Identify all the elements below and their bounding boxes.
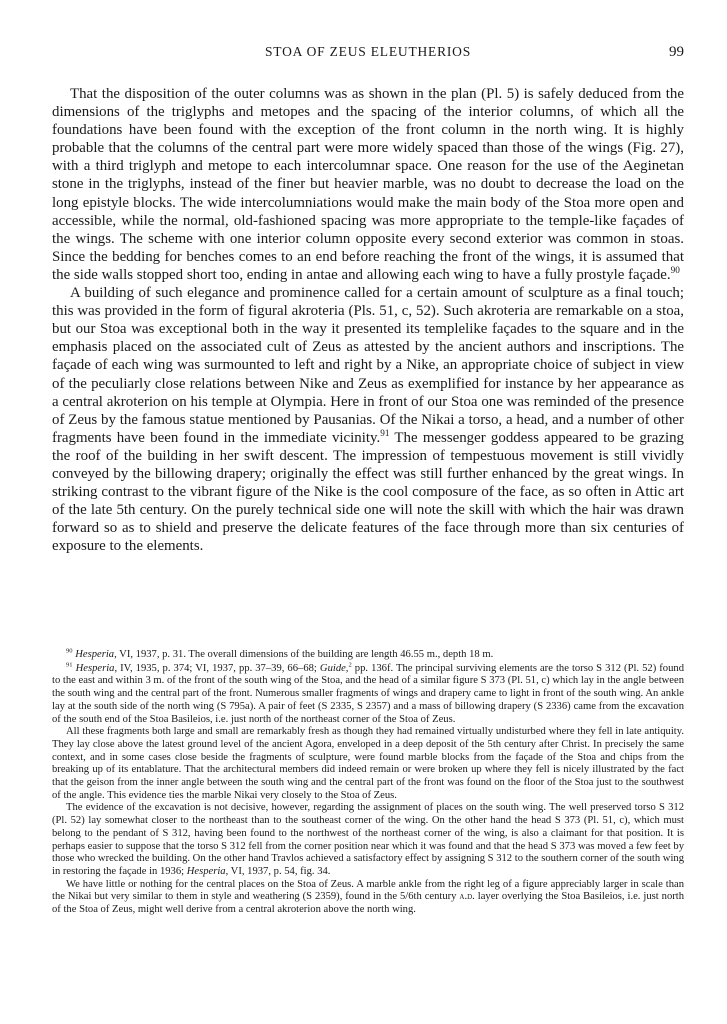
body-paragraph-1 bbox=[52, 85, 684, 284]
footnote-text: All these fragments both large and small are remarkably fresh as though they had remained virtually undisturbed where they fell in late antiquity. They lay close above the latest ground level of the ancient Agora, enveloped in a deep deposit of the 5th century after Christ. In precisely the same context, and in some cases close beside the fragments of sculpture, were found marble blocks from the façade of the Stoa and chips from the breaking up of its entablature. That the architectural members did indeed remain or were broken up where they fell is nicely illustrated by the fact that the geison from the inner angle between the south wing and the central part of the front was found on the floor of the Stoa just to the southwest of the angle. This evidence ties the marble Nikai very closely to the Stoa of Zeus. bbox=[52, 726, 684, 801]
journal-title: Hesperia bbox=[186, 865, 226, 877]
footnote-continuation-1 bbox=[52, 726, 684, 802]
running-title: STOA OF ZEUS ELEUTHERIOS bbox=[264, 44, 472, 59]
running-head bbox=[52, 44, 684, 64]
footnote-ref-91[interactable]: 91 bbox=[380, 427, 390, 438]
footnote-continuation-3 bbox=[52, 879, 684, 917]
journal-title: Hesperia bbox=[75, 662, 115, 674]
footnotes bbox=[52, 649, 684, 917]
journal-title: Hesperia bbox=[75, 649, 115, 660]
footnote-text: , IV, 1935, p. 374; VI, 1937, pp. 37–39, 66–68; bbox=[114, 662, 320, 674]
era-abbreviation: a.d. bbox=[459, 891, 475, 903]
footnote-text: , VI, 1937, p. 31. The overall dimensions of the building are length 46.55 m., depth 18 m. bbox=[114, 649, 494, 660]
footnote-text: , VI, 1937, p. 54, fig. 34. bbox=[225, 865, 331, 877]
footnote-91 bbox=[52, 663, 684, 727]
footnote-number: 91 bbox=[66, 661, 73, 669]
edition-superscript: 2 bbox=[348, 661, 352, 669]
footnote-text: pp. 136f. The principal surviving elements are the torso S 312 (Pl. 52) found to the east and within 3 m. of the front of the south wing of the Stoa, and the head of a similar figure S 373 (Pl. 51, c) which lay in the angle between the south wing and the central part of the front. Numerous smaller fragments of wings and drapery came to light in front of the south wing. An ankle lay at the south side of the north wing (S 795a). A pair of feet (S 2335, S 2357) and a mass of billowing drapery (S 2336) came from the excavation of the south end of the Stoa Basileios, i.e. just north of the northeast corner of the Stoa of Zeus. bbox=[52, 662, 684, 725]
footnote-90 bbox=[52, 649, 684, 662]
body-paragraph-2 bbox=[52, 284, 684, 555]
guide-title: Guide, bbox=[319, 662, 349, 674]
footnote-ref-90[interactable]: 90 bbox=[670, 264, 680, 275]
paragraph-text: A building of such elegance and prominence called for a certain amount of sculpture as a final touch; this was provided in the form of figural akroteria (Pls. 51, c, 52). Such akroteria are remarkable on a stoa, but our Stoa was exceptional both in the way it presented its templelike façades to the square and in the emphasis placed on the associated cult of Zeus as attested by the ancient authors and inscriptions. The façade of each wing was surmounted to left and right by a Nike, an appropriate choice of subject in view of the peculiarly close relations between Nike and Zeus as exemplified for instance by her appearance as a central akroterion on his temple at Olympia. Here in front of our Stoa one was reminded of the presence of Zeus by the famous statue mentioned by Pausanias. Of the Nikai a torso, a head, and a number of other fragments have been found in the immediate vicinity. bbox=[52, 285, 684, 446]
page-number: 99 bbox=[669, 44, 684, 60]
footnote-text: The evidence of the excavation is not decisive, however, regarding the assignment of places on the south wing. The well preserved torso S 312 (Pl. 52) lay somewhat closer to the northeast than to the southeast corner of the wing. On the other hand the head S 373 (Pl. 51, c), which must belong to the pendant of S 312, having been found to the northwest of the northeast corner of the wing, is also a claimant for that position. It is perhaps easier to suppose that the torso S 312 fell from the corner position near which it was found and that the head S 373 was moved a few feet by those who wrecked the building. On the other hand Travlos achieved a satisfactory effect by assigning S 312 to the southern corner of the south wing in restoring the façade in 1936; bbox=[52, 802, 684, 877]
footnote-number: 90 bbox=[66, 647, 73, 655]
paragraph-text: The messenger goddess appeared to be grazing the roof of the building in her swift descent. The impression of tempestuous movement is still vividly conveyed by the billowing drapery; originally the effect was still further enhanced by the great wings. In striking contrast to the vibrant figure of the Nike is the cool composure of the face, as so often in Attic art of the late 5th century. On the purely technical side one will note the skill with which the hair was drawn forward so as to shield and preserve the delicate features of the face through more than six centuries of exposure to the elements. bbox=[52, 429, 684, 555]
main-text bbox=[52, 85, 684, 555]
footnote-continuation-2 bbox=[52, 802, 684, 878]
footnote-text: We have little or nothing for the central places on the Stoa of Zeus. A marble ankle from the right leg of a figure appreciably larger in scale than the Nikai but very similar to them in style and weathering (S 2359), found in the 5/6th century bbox=[52, 878, 684, 903]
paragraph-text: That the disposition of the outer columns was as shown in the plan (Pl. 5) is safely deduced from the dimensions of the triglyphs and metopes and the spacing of the interior columns, of which all the foundations have been found with the exception of the front column in the north wing. It is highly probable that the columns of the central part were more widely spaced than those of the wings (Fig. 27), with a third triglyph and metope to each intercolumnar space. One reason for the use of the Aeginetan stone in the triglyphs, instead of the finer but heavier marble, was no doubt to decrease the load on the long epistyle blocks. The wide intercolumniations would make the main body of the Stoa more open and accessible, while the normal, old-fashioned spacing was more appropriate to the temple-like façades of the wings. The scheme with one interior column opposite every second exterior was common in stoas. Since the bedding for benches comes to an end before reaching the front of the wings, it is assumed that the side walls stopped short too, ending in antae and allowing each wing to have a fully prostyle façade. bbox=[52, 86, 684, 283]
footnote-text: layer overlying the Stoa Basileios, i.e. just north of the Stoa of Zeus, might well derive from a central akroterion above the north wing. bbox=[52, 891, 685, 916]
